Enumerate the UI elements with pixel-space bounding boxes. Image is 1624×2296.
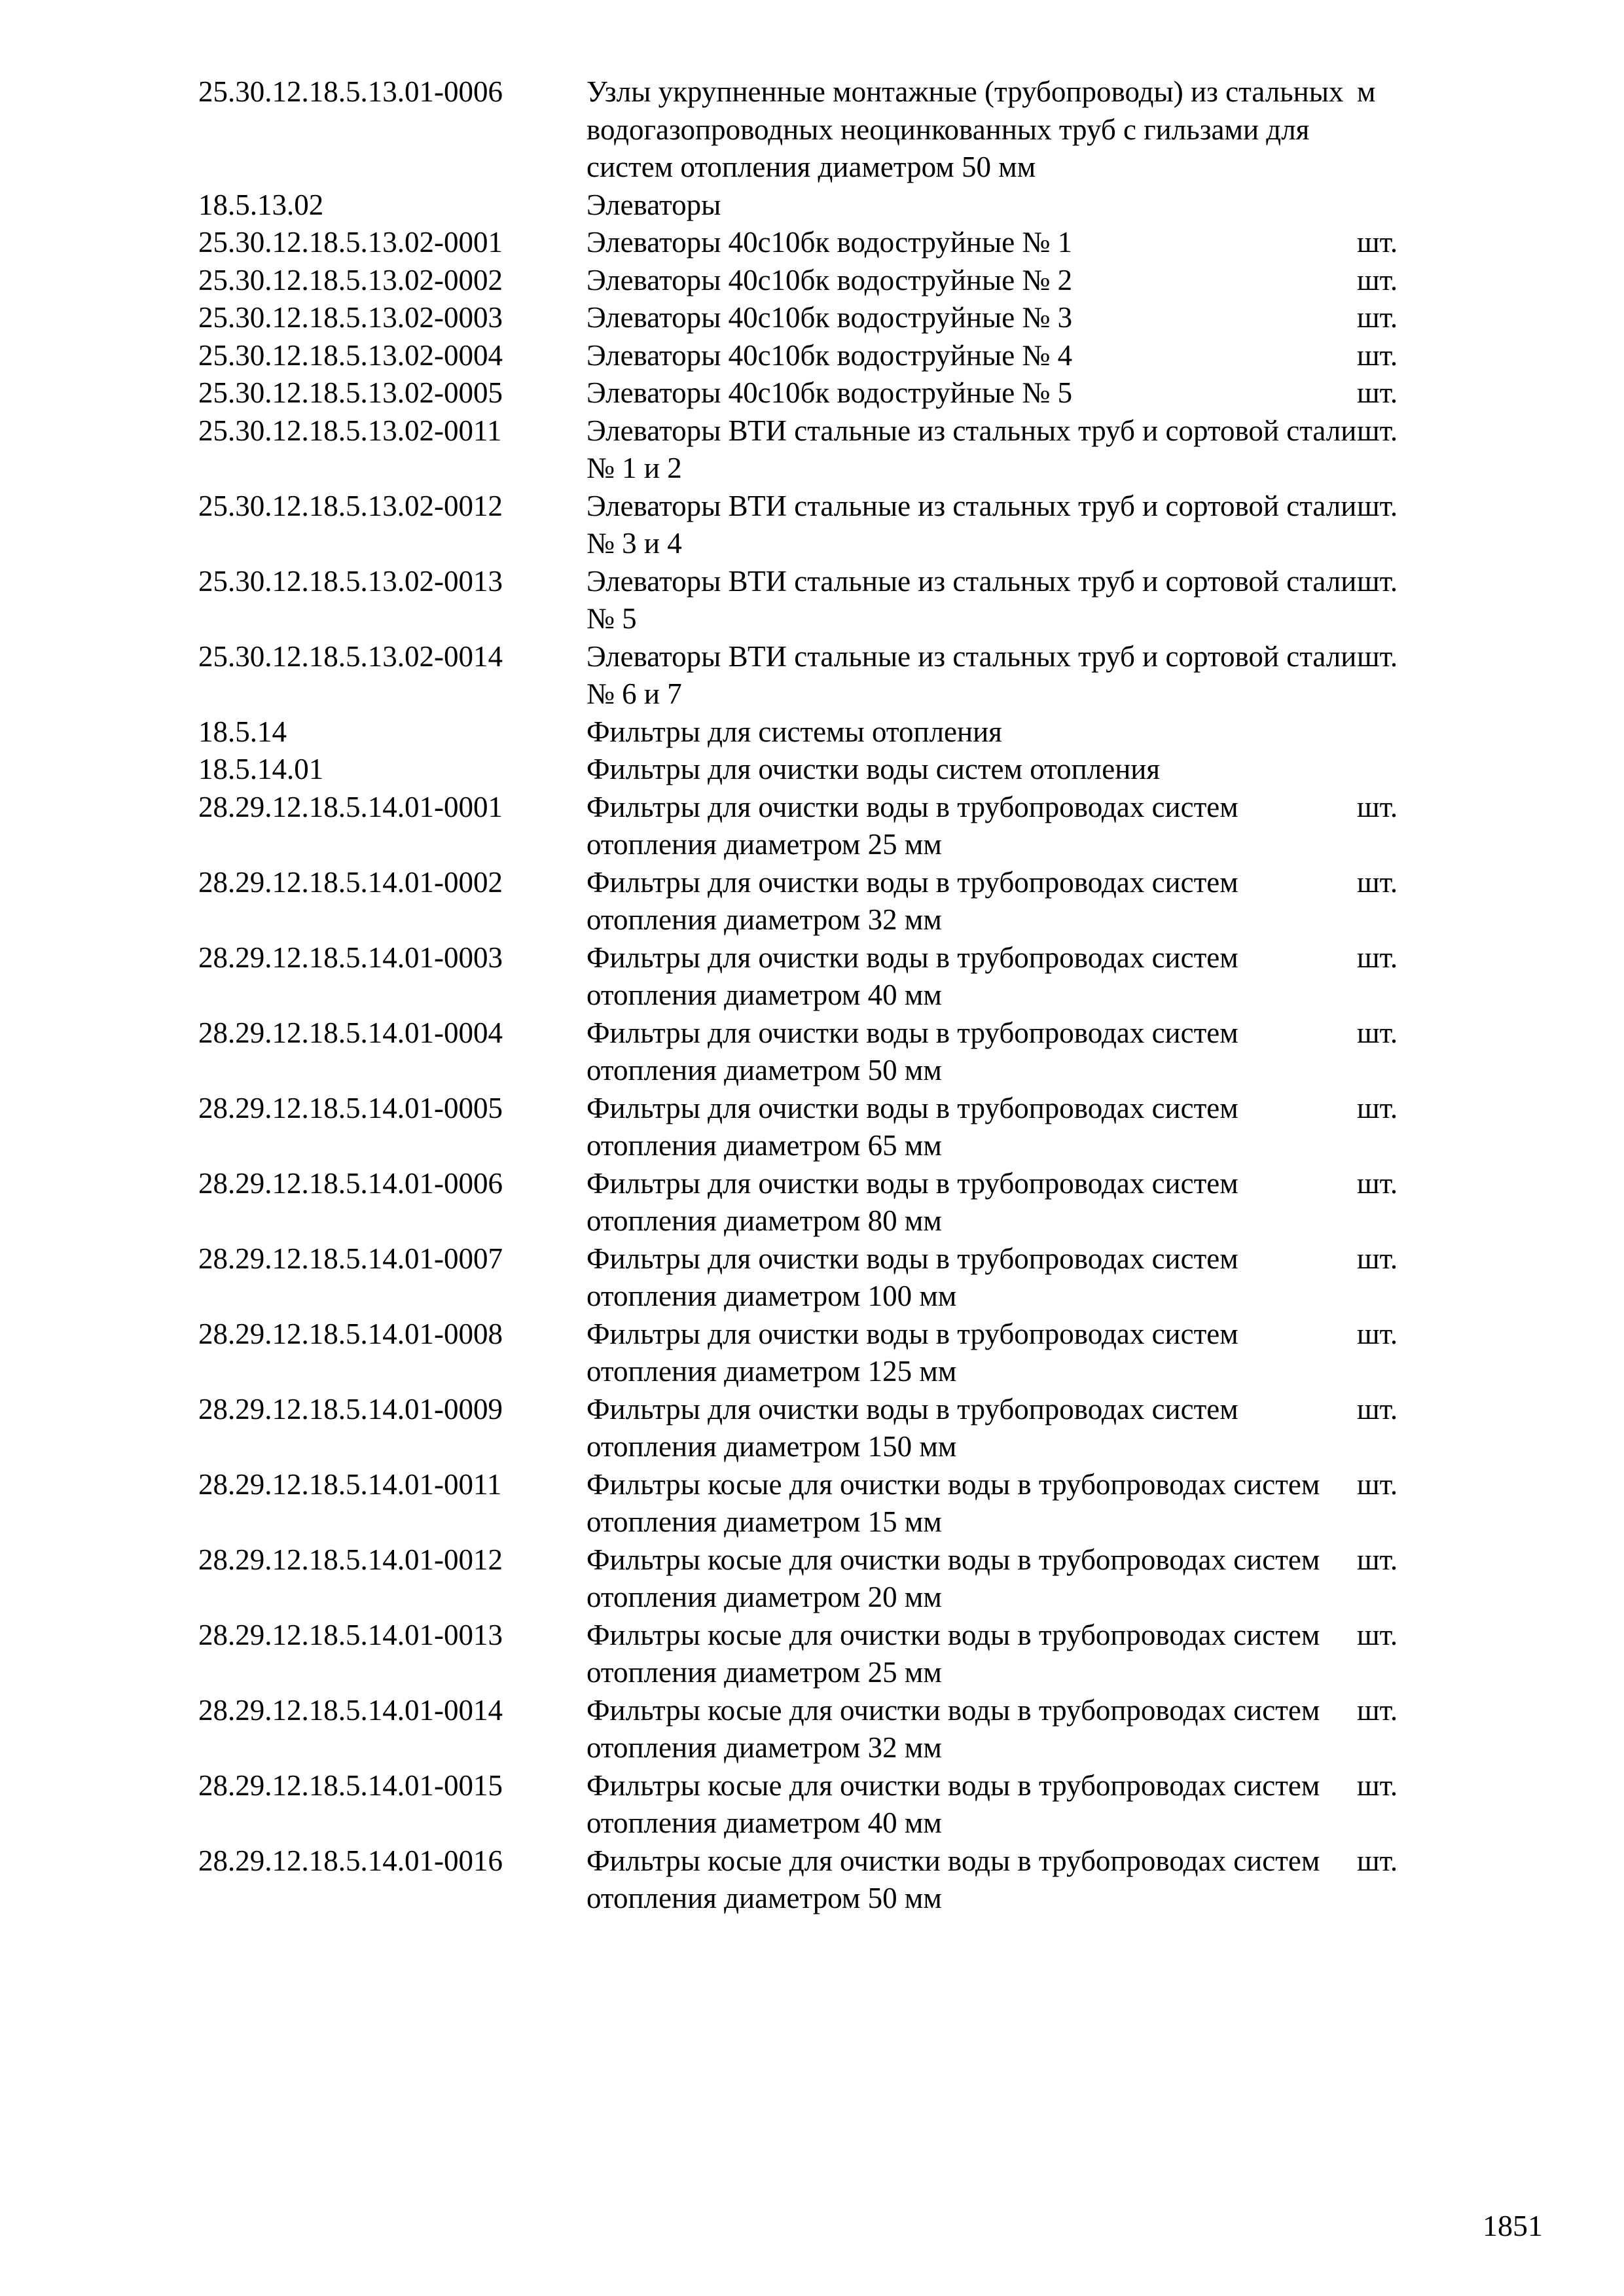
table-row (198, 1842, 1442, 1918)
row-name: Фильтры для системы отопления (586, 715, 1002, 748)
row-unit: шт. (1357, 489, 1398, 522)
row-code: 28.29.12.18.5.14.01-0008 (198, 1317, 503, 1350)
row-code: 25.30.12.18.5.13.02-0005 (198, 376, 503, 409)
row-unit: шт. (1357, 1693, 1398, 1727)
table-row (198, 187, 1442, 224)
row-code: 25.30.12.18.5.13.01-0006 (198, 75, 503, 108)
table-row (198, 638, 1442, 713)
row-unit (1357, 713, 1442, 751)
row-name: Элеваторы 40с10бк водоструйные № 3 (586, 301, 1073, 334)
table-row (198, 1391, 1442, 1466)
row-name: Фильтры для очистки воды в трубопроводах систем отопления диаметром 150 мм (586, 1392, 1238, 1463)
row-unit: шт. (1357, 376, 1398, 409)
table-row (198, 563, 1442, 638)
row-unit: шт. (1357, 865, 1398, 899)
row-code: 28.29.12.18.5.14.01-0015 (198, 1768, 503, 1802)
resource-table (198, 73, 1442, 1918)
row-code: 25.30.12.18.5.13.02-0002 (198, 263, 503, 296)
row-unit: м (1357, 75, 1376, 108)
row-code: 25.30.12.18.5.13.02-0013 (198, 564, 503, 598)
row-unit: шт. (1357, 1618, 1398, 1651)
row-code: 25.30.12.18.5.13.02-0001 (198, 226, 503, 259)
row-unit: шт. (1357, 414, 1398, 447)
row-code: 28.29.12.18.5.14.01-0016 (198, 1844, 503, 1877)
row-code: 25.30.12.18.5.13.02-0004 (198, 338, 503, 372)
resource-table-body (198, 73, 1442, 1918)
table-row (198, 1165, 1442, 1240)
row-code: 28.29.12.18.5.14.01-0012 (198, 1543, 503, 1576)
table-row (198, 412, 1442, 488)
table-row (198, 789, 1442, 864)
table-row (198, 1617, 1442, 1692)
row-unit: шт. (1357, 1166, 1398, 1200)
row-code: 18.5.13.02 (198, 188, 324, 221)
row-unit: шт. (1357, 338, 1398, 372)
row-name: Узлы укрупненные монтажные (трубопроводы) из стальных водогазопроводных неоцинкованных труб с гильзами для систем отопления диаметром 50 мм (586, 75, 1344, 183)
table-row (198, 939, 1442, 1014)
row-code: 25.30.12.18.5.13.02-0014 (198, 639, 503, 673)
table-row (198, 713, 1442, 751)
row-code: 28.29.12.18.5.14.01-0002 (198, 865, 503, 899)
row-code: 28.29.12.18.5.14.01-0001 (198, 790, 503, 823)
row-name: Фильтры для очистки воды в трубопроводах систем отопления диаметром 100 мм (586, 1242, 1238, 1312)
row-name: Фильтры косые для очистки воды в трубопроводах систем отопления диаметром 40 мм (586, 1768, 1320, 1839)
table-row (198, 864, 1442, 939)
row-name: Фильтры для очистки воды в трубопроводах систем отопления диаметром 32 мм (586, 865, 1238, 936)
row-name: Фильтры косые для очистки воды в трубопроводах систем отопления диаметром 32 мм (586, 1693, 1320, 1764)
table-row (198, 1014, 1442, 1090)
row-name: Элеваторы ВТИ стальные из стальных труб и сортовой стали № 6 и 7 (586, 639, 1357, 710)
row-name: Фильтры для очистки воды в трубопроводах систем отопления диаметром 25 мм (586, 790, 1238, 861)
row-name: Фильтры косые для очистки воды в трубопроводах систем отопления диаметром 15 мм (586, 1467, 1320, 1538)
row-unit: шт. (1357, 1242, 1398, 1275)
row-code: 25.30.12.18.5.13.02-0012 (198, 489, 503, 522)
table-row (198, 1692, 1442, 1767)
row-unit: шт. (1357, 263, 1398, 296)
row-unit: шт. (1357, 1317, 1398, 1350)
row-name: Элеваторы 40с10бк водоструйные № 5 (586, 376, 1073, 409)
row-code: 28.29.12.18.5.14.01-0005 (198, 1091, 503, 1124)
row-unit: шт. (1357, 1543, 1398, 1576)
table-row (198, 1767, 1442, 1842)
row-name: Фильтры косые для очистки воды в трубопроводах систем отопления диаметром 20 мм (586, 1543, 1320, 1613)
row-name: Фильтры для очистки воды в трубопроводах систем отопления диаметром 80 мм (586, 1166, 1238, 1237)
row-code: 25.30.12.18.5.13.02-0011 (198, 414, 502, 447)
row-unit: шт. (1357, 941, 1398, 974)
row-unit: шт. (1357, 1768, 1398, 1802)
row-unit: шт. (1357, 1467, 1398, 1501)
row-name: Элеваторы ВТИ стальные из стальных труб и сортовой стали № 1 и 2 (586, 414, 1357, 484)
row-name: Фильтры косые для очистки воды в трубопроводах систем отопления диаметром 25 мм (586, 1618, 1320, 1689)
table-row (198, 1466, 1442, 1541)
row-name: Элеваторы (586, 188, 721, 221)
page-number: 1851 (1483, 2209, 1543, 2242)
row-unit: шт. (1357, 226, 1398, 259)
row-unit: шт. (1357, 301, 1398, 334)
table-row (198, 1240, 1442, 1316)
row-unit: шт. (1357, 790, 1398, 823)
row-code: 28.29.12.18.5.14.01-0006 (198, 1166, 503, 1200)
table-row (198, 73, 1442, 187)
row-unit: шт. (1357, 564, 1398, 598)
table-row (198, 1316, 1442, 1391)
row-name: Элеваторы 40с10бк водоструйные № 1 (586, 226, 1073, 259)
row-unit (1357, 751, 1442, 789)
row-code: 28.29.12.18.5.14.01-0011 (198, 1467, 502, 1501)
row-code: 28.29.12.18.5.14.01-0013 (198, 1618, 503, 1651)
table-row (198, 337, 1442, 375)
row-name: Фильтры для очистки воды в трубопроводах систем отопления диаметром 50 мм (586, 1016, 1238, 1086)
row-code: 28.29.12.18.5.14.01-0003 (198, 941, 503, 974)
table-row (198, 1541, 1442, 1617)
row-code: 25.30.12.18.5.13.02-0003 (198, 301, 503, 334)
row-code: 18.5.14 (198, 715, 287, 748)
row-unit: шт. (1357, 1392, 1398, 1426)
row-name: Фильтры для очистки воды в трубопроводах систем отопления диаметром 40 мм (586, 941, 1238, 1011)
row-code: 28.29.12.18.5.14.01-0009 (198, 1392, 503, 1426)
row-name: Фильтры для очистки воды систем отопления (586, 753, 1161, 785)
row-name: Элеваторы ВТИ стальные из стальных труб и сортовой стали № 3 и 4 (586, 489, 1357, 560)
row-code: 28.29.12.18.5.14.01-0014 (198, 1693, 503, 1727)
table-row (198, 224, 1442, 262)
row-code: 18.5.14.01 (198, 753, 324, 785)
row-name: Элеваторы 40с10бк водоструйные № 2 (586, 263, 1073, 296)
row-name: Фильтры для очистки воды в трубопроводах систем отопления диаметром 125 мм (586, 1317, 1238, 1388)
row-unit: шт. (1357, 639, 1398, 673)
row-name: Элеваторы ВТИ стальные из стальных труб и сортовой стали № 5 (586, 564, 1357, 635)
row-name: Фильтры косые для очистки воды в трубопроводах систем отопления диаметром 50 мм (586, 1844, 1320, 1914)
row-name: Фильтры для очистки воды в трубопроводах систем отопления диаметром 65 мм (586, 1091, 1238, 1162)
row-unit: шт. (1357, 1016, 1398, 1049)
table-row (198, 488, 1442, 563)
table-row (198, 262, 1442, 300)
row-unit: шт. (1357, 1091, 1398, 1124)
table-row (198, 1090, 1442, 1165)
row-code: 28.29.12.18.5.14.01-0004 (198, 1016, 503, 1049)
row-unit: шт. (1357, 1844, 1398, 1877)
table-row (198, 299, 1442, 337)
table-row (198, 374, 1442, 412)
row-unit (1357, 187, 1442, 224)
table-row (198, 751, 1442, 789)
row-name: Элеваторы 40с10бк водоструйные № 4 (586, 338, 1073, 372)
row-code: 28.29.12.18.5.14.01-0007 (198, 1242, 503, 1275)
